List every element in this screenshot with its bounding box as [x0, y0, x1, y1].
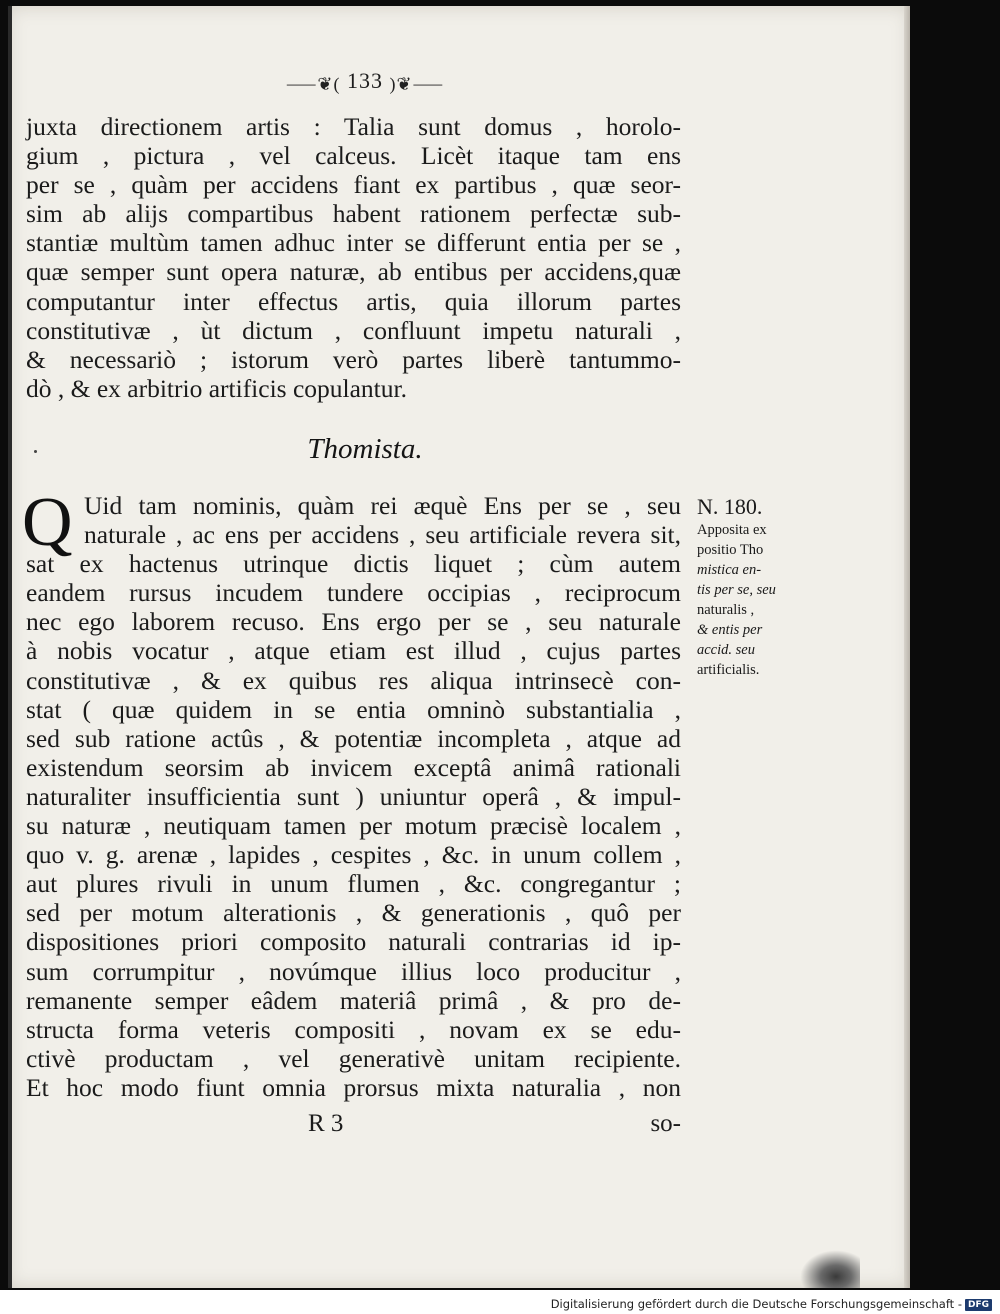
text-line: remanente semper eâdem materiâ primâ , & pro de- — [26, 985, 681, 1015]
dfg-logo-icon: DFG — [965, 1299, 992, 1311]
text-line: su naturæ , neutiquam tamen per motum præcisè localem , — [26, 811, 681, 841]
right-ornament-icon: )❦⸺ — [389, 73, 445, 94]
text-line: quo v. g. arenæ , lapides , cespites , &c. in unum collem , — [26, 840, 681, 870]
text-line: Et hoc modo fiunt omnia prorsus mixta naturalia , non — [26, 1072, 681, 1102]
text-line: dò , & ex arbitrio artificis copulantur. — [26, 373, 407, 403]
text-line: ctivè productam , vel generativè unitam recipiente. — [26, 1043, 681, 1073]
page-footer — [26, 1110, 681, 1140]
text-line: quæ semper sunt opera naturæ, ab entibus per accidens,quæ — [26, 257, 681, 287]
marginal-line: & entis per — [697, 622, 763, 638]
text-line: sat ex hactenus utrinque dictis liquet ; cùm autem — [26, 549, 681, 579]
text-line: sum corrumpitur , novúmque illius loco producitur , — [26, 956, 681, 986]
left-ornament-icon: ⸺❦( — [285, 73, 341, 94]
running-header — [0, 68, 730, 96]
text-line: sim ab alijs compartibus habent rationem perfectæ sub- — [26, 199, 681, 229]
text-line: nec ego laborem recuso. Ens ergo per se , seu naturale — [26, 607, 681, 637]
text-line: constitutivæ , ùt dictum , confluunt impetu naturali , — [26, 315, 681, 345]
marginal-line: positio Tho — [697, 542, 764, 558]
marginal-note — [697, 494, 807, 680]
paper-damage — [800, 1250, 860, 1288]
paragraph-2 — [22, 484, 681, 1102]
digitization-credit — [551, 1297, 992, 1311]
marginal-line: mistica en- — [697, 562, 762, 578]
text-line: stat ( quæ quidem in se entia omninò substantialia , — [26, 694, 681, 724]
signature-mark: R 3 — [308, 1110, 344, 1137]
text-line: naturaliter insufficientia sunt ) uniuntur operâ , & impul- — [26, 781, 681, 811]
text-line: dispositiones priori composito naturali contrarias id ip- — [26, 927, 681, 957]
text-line: aut plures rivuli in unum flumen , &c. congregantur ; — [26, 869, 681, 899]
marginal-line: tis per se, seu — [697, 582, 776, 598]
catchword: so- — [650, 1110, 681, 1137]
text-line: per se , quàm per accidens fiant ex partibus , quæ seor- — [26, 170, 681, 200]
text-line: gium , pictura , vel calceus. Licèt itaque tam ens — [26, 141, 681, 171]
text-line: stantiæ multùm tamen adhuc inter se differunt entia per se , — [26, 228, 681, 258]
credit-text: Digitalisierung gefördert durch die Deutsche Forschungsgemeinschaft - — [550, 1297, 962, 1311]
text-line: naturale , ac ens per accidens , seu artificiale revera sit, — [84, 520, 681, 550]
text-line: Uid tam nominis, quàm rei æquè Ens per se , seu — [84, 491, 681, 520]
text-line: constitutivæ , & ex quibus res aliqua intrinsecè con- — [26, 665, 681, 695]
marginal-line: naturalis , — [697, 602, 755, 618]
page-gutter — [8, 6, 12, 1288]
text-line: sed per motum alterationis , & generationis , quô per — [26, 898, 681, 928]
text-line: eandem rursus incudem tundere occipias , reciprocum — [26, 578, 681, 608]
drop-capital: Q — [22, 484, 73, 561]
text-line: sed sub ratione actûs , & potentiæ incompleta , atque ad — [26, 723, 681, 753]
marginal-line: accid. seu — [697, 642, 755, 658]
marginal-line: artificialis. — [697, 662, 760, 678]
page-number: 133 — [347, 68, 383, 93]
text-line: à nobis vocatur , atque etiam est illud , cujus partes — [26, 636, 681, 666]
paragraph-1 — [26, 112, 681, 403]
text-line: computantur inter effectus artis, quia illorum partes — [26, 286, 681, 316]
marginal-number: N. 180. — [697, 494, 763, 519]
text-line: juxta directionem artis : Talia sunt domus , horolo- — [26, 112, 681, 141]
text-line: existendum seorsim ab invicem exceptâ animâ rationali — [26, 752, 681, 782]
marginal-line: Apposita ex — [697, 522, 767, 538]
section-heading: Thomista. — [307, 433, 423, 465]
text-line: structa forma veteris compositi , novam ex se edu- — [26, 1014, 681, 1044]
text-line: & necessariò ; istorum verò partes liberè tantummo- — [26, 344, 681, 374]
